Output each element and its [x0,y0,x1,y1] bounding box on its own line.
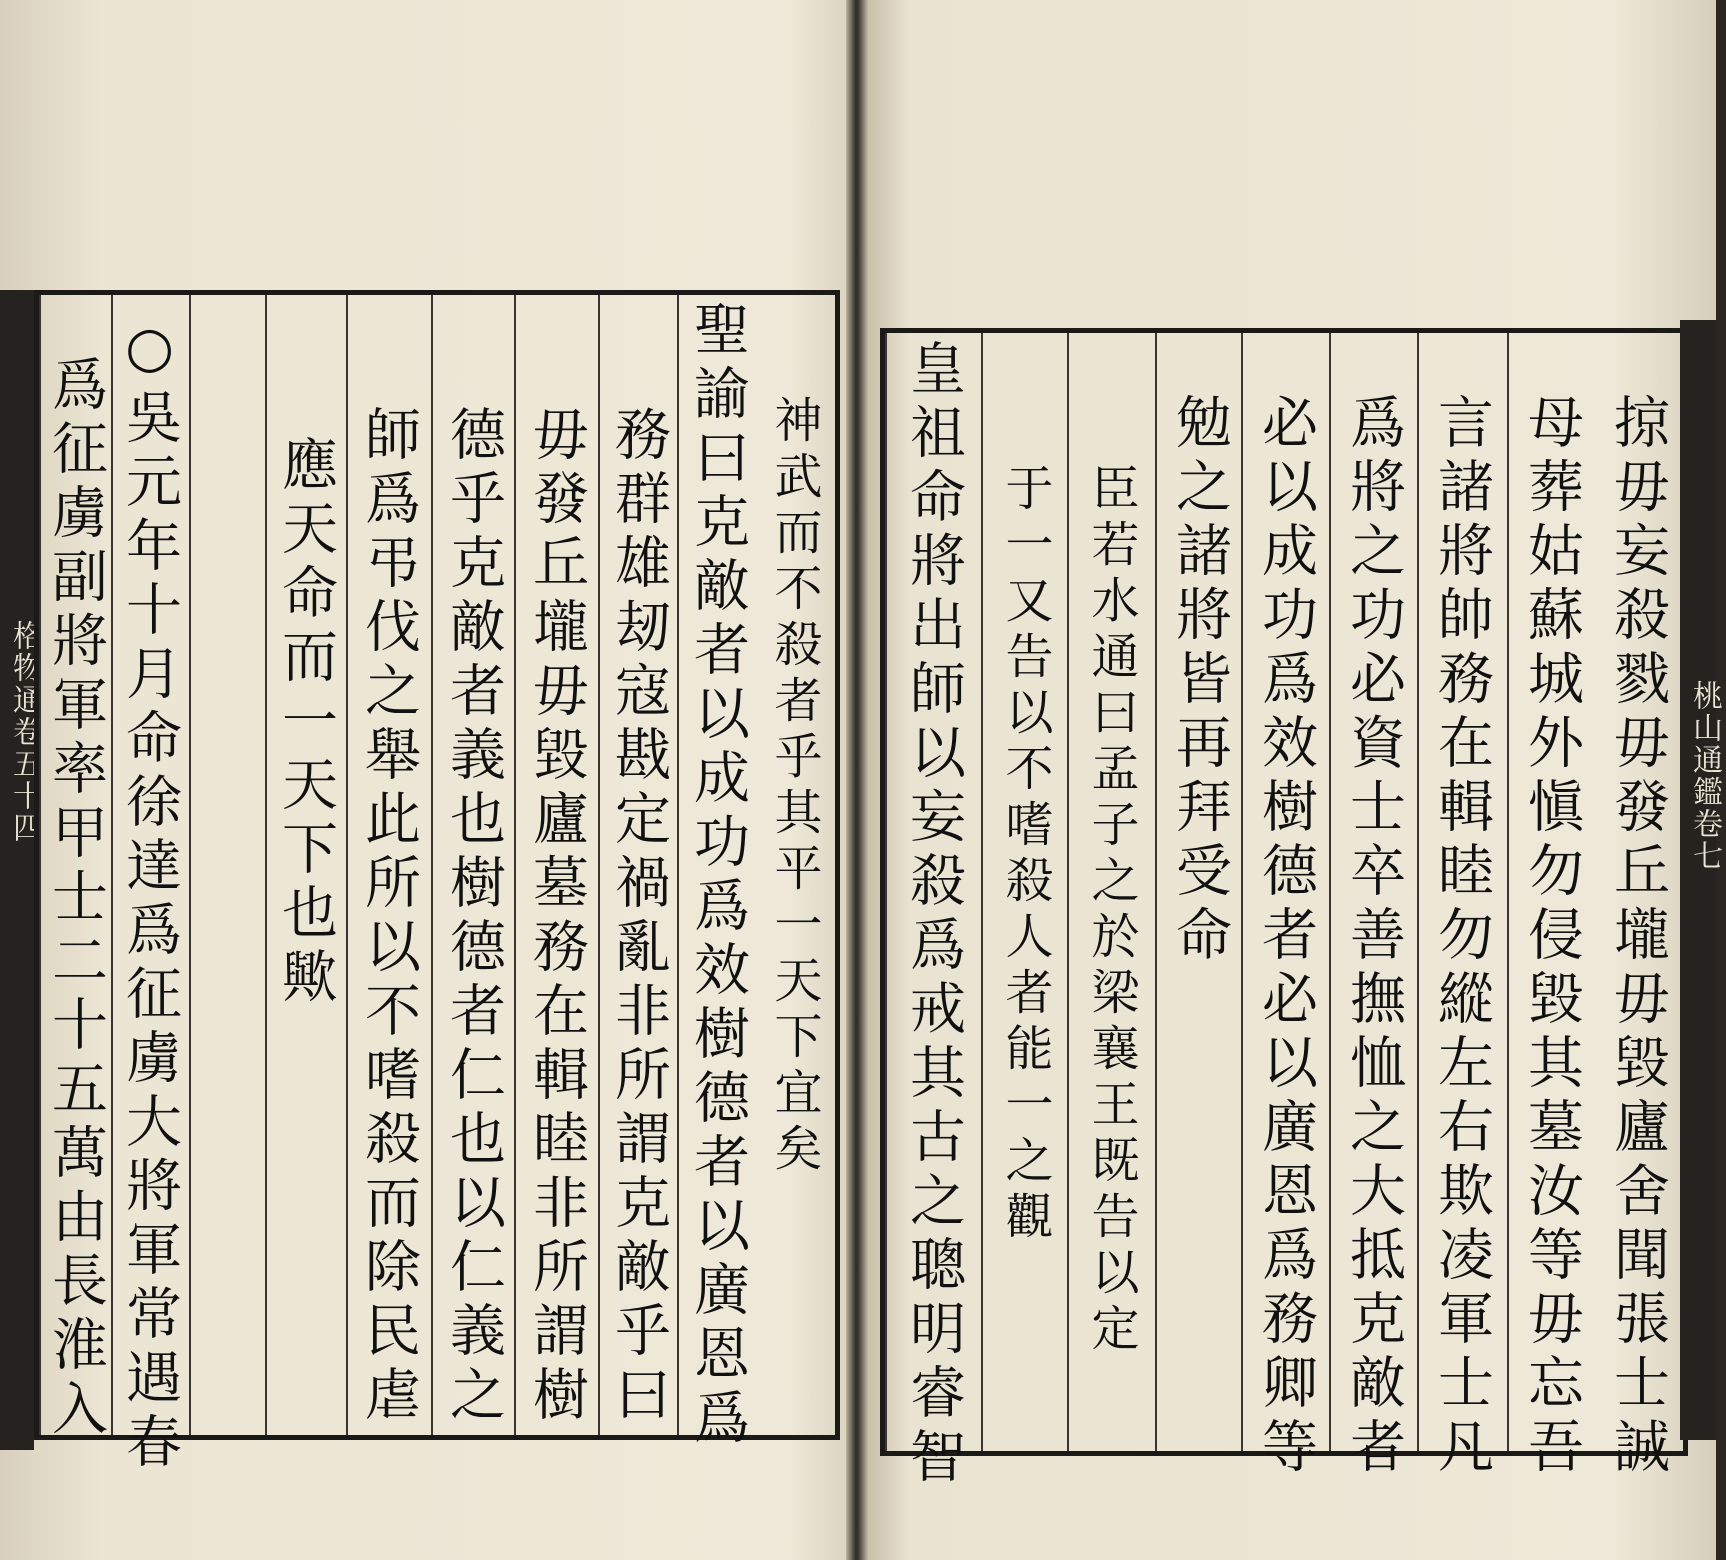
right-column-8 [981,333,1067,1451]
left-fore-edge [0,290,42,1450]
right-col-3-text: 言諸將帥務在輯睦勿縱左右欺凌軍士凡 [1429,393,1494,1481]
left-margin-label: 格物通卷五十四 [7,620,42,844]
right-column-3 [1417,333,1507,1481]
left-col-4-text: 毋發丘壠毋毀廬墓務在輯睦非所謂樹 [524,405,589,1429]
right-column-6 [1155,333,1241,1451]
right-margin-label: 桃山通鑑卷七 [1687,680,1722,872]
right-column-9 [885,333,981,1491]
left-column-6 [346,295,431,1435]
left-page [0,0,846,1560]
left-col-9-text: ○吳元年十月命徐達爲征虜大將軍常遇春 [117,315,182,1476]
right-column-1 [1597,333,1683,1481]
right-col-4-text: 爲將之功必資士卒善撫恤之大抵克敵者 [1341,393,1406,1481]
right-text-frame [880,328,1688,1491]
right-col-5-text: 必以成功爲效樹德者必以廣恩爲務卿等 [1253,393,1318,1481]
right-page [868,0,1722,1560]
left-col-7-text: 應天命而一天下也歟 [273,435,338,1011]
right-fore-edge [1680,320,1722,1440]
right-column-7 [1067,333,1155,1451]
right-col-1-text: 掠毋妄殺戮毋發丘壠毋毀廬舍聞張士誠 [1605,393,1670,1481]
left-col-1-text: 神武而不殺者乎其平一天下宜矣 [766,395,822,1179]
left-col-3-text: 務群雄刼寇戡定禍亂非所謂克敵乎曰 [606,405,671,1429]
left-column-1 [756,295,835,1435]
right-column-4 [1329,333,1417,1481]
right-col-8-text: 于一又告以不嗜殺人者能一之觀 [997,463,1053,1247]
book-gutter [846,0,868,1560]
left-column-4 [514,295,598,1435]
right-col-9-text: 皇祖命將出師以妄殺爲戒其古之聰明睿智 [901,339,966,1491]
left-column-9 [111,295,189,1476]
right-col-6-text: 勉之諸將皆再拜受命 [1167,393,1232,969]
left-col-5-text: 德乎克敵者義也樹德者仁也以仁義之 [441,405,506,1429]
left-col-6-text: 師爲弔伐之舉此所以不嗜殺而除民虐 [356,405,421,1429]
left-text-frame [34,290,840,1476]
right-column-2 [1507,333,1597,1481]
left-column-2 [677,295,756,1452]
left-col-10-text: 爲征虜副將軍率甲士二十五萬由長淮入 [43,355,108,1443]
left-column-5 [431,295,514,1435]
left-column-7 [265,295,346,1435]
left-column-10 [39,295,111,1443]
left-col-2-text: 聖諭曰克敵者以成功爲效樹德者以廣恩爲 [685,300,750,1452]
right-col-7-text: 臣若水通曰孟子之於梁襄王既告以定 [1083,463,1139,1359]
right-col-2-text: 母葬姑蘇城外愼勿侵毀其墓汝等毋忘吾 [1519,393,1584,1481]
right-column-5 [1241,333,1329,1481]
left-column-3 [598,295,677,1435]
left-column-8 [189,295,265,1435]
